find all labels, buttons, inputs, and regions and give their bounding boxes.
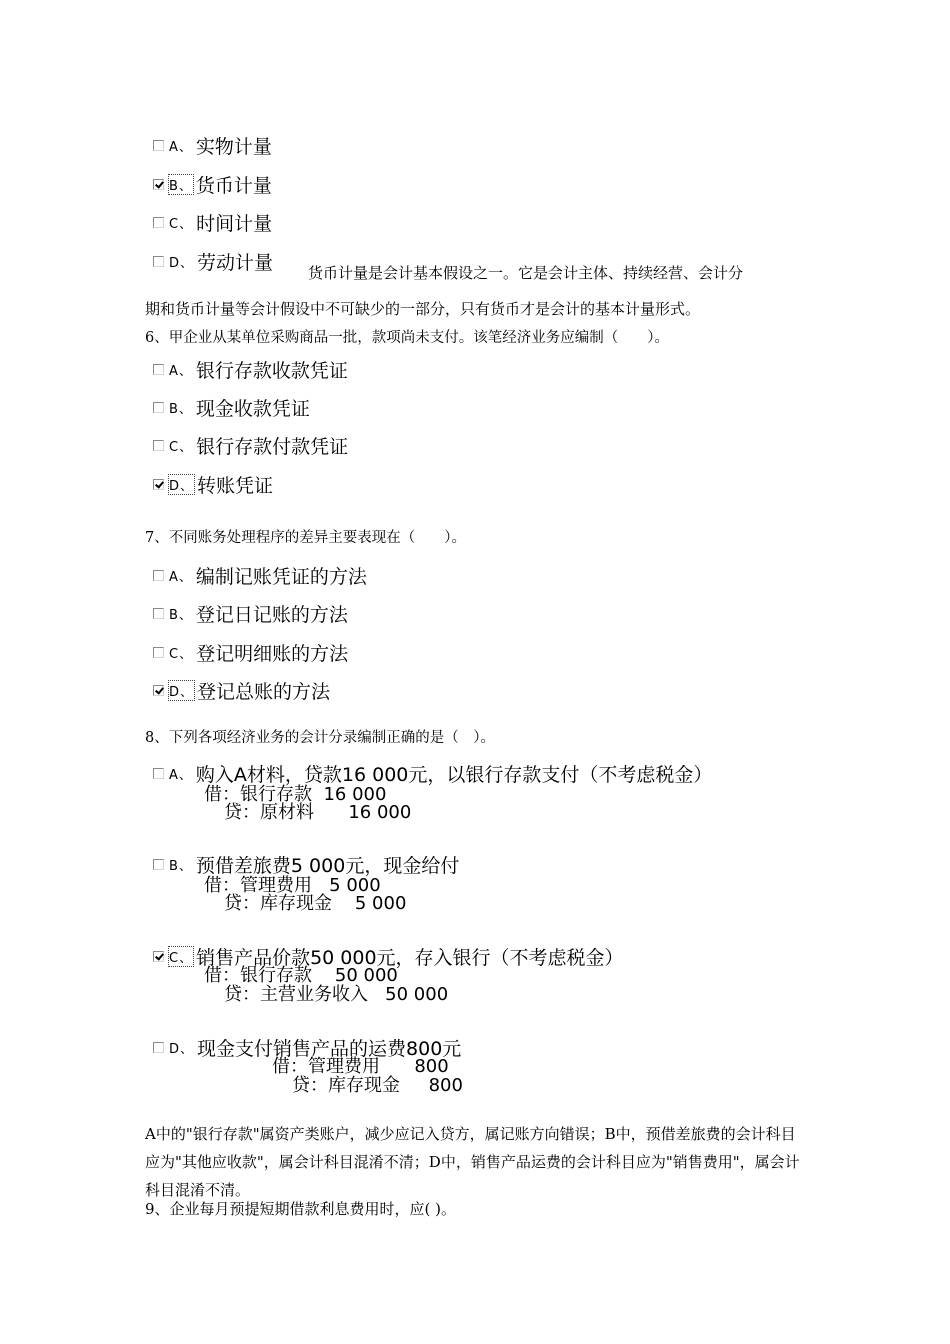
- checkbox[interactable]: [153, 768, 164, 779]
- q5-explanation-line2: 期和货币计量等会计假设中不可缺少的一部分，只有货币才是会计的基本计量形式。: [145, 300, 701, 318]
- option-text: 编制记账凭证的方法: [195, 565, 367, 588]
- option-letter: A、: [169, 363, 193, 379]
- q6-option-d[interactable]: [153, 473, 273, 495]
- option-letter: C、: [169, 947, 193, 966]
- q8-option-a[interactable]: [153, 762, 712, 784]
- option-letter: B、: [169, 175, 193, 194]
- checkbox[interactable]: [153, 647, 164, 658]
- q5-option-c[interactable]: [153, 211, 272, 233]
- checkbox-checked[interactable]: [153, 951, 164, 962]
- option-text: 登记日记账的方法: [195, 603, 348, 626]
- checkbox[interactable]: [153, 570, 164, 581]
- checkbox[interactable]: [153, 608, 164, 619]
- q9-question: 9、企业每月预提短期借款利息费用时，应( )。: [145, 1200, 457, 1218]
- q8b-debit-entry: 借：管理费用 5 000: [204, 875, 381, 896]
- q8-option-c[interactable]: [153, 945, 624, 967]
- q8a-debit-entry: 借：银行存款 16 000: [204, 784, 387, 805]
- option-letter: A、: [169, 569, 193, 585]
- option-letter: C、: [169, 216, 194, 232]
- checkbox[interactable]: [153, 364, 164, 375]
- q8-option-b[interactable]: [153, 853, 459, 875]
- checkbox-checked[interactable]: [153, 179, 164, 190]
- q7-option-d[interactable]: [153, 679, 330, 701]
- option-text: 转账凭证: [197, 474, 274, 497]
- q8a-credit-entry: 贷：原材料 16 000: [224, 802, 412, 823]
- option-letter: D、: [169, 255, 195, 271]
- option-letter: C、: [169, 439, 194, 455]
- option-text: 实物计量: [195, 135, 272, 158]
- checkbox[interactable]: [153, 859, 164, 870]
- option-text: 购入A材料，贷款16 000元，以银行存款支付（不考虑税金）: [195, 763, 713, 786]
- option-text: 预借差旅费5 000元，现金给付: [195, 854, 460, 877]
- q8b-credit-entry: 贷：库存现金 5 000: [224, 893, 407, 914]
- option-text: 销售产品价款50 000元，存入银行（不考虑税金）: [196, 946, 624, 969]
- checkbox[interactable]: [153, 140, 164, 151]
- q7-option-a[interactable]: [153, 564, 367, 586]
- checkbox[interactable]: [153, 217, 164, 228]
- checkbox[interactable]: [153, 256, 164, 267]
- q8-option-d[interactable]: [153, 1036, 461, 1058]
- option-letter: D、: [169, 1041, 195, 1057]
- q7-question: 7、不同账务处理程序的差异主要表现在（ ）。: [145, 530, 466, 546]
- option-text: 登记明细账的方法: [196, 642, 349, 665]
- q8-question: 8、下列各项经济业务的会计分录编制正确的是（ ）。: [145, 730, 495, 746]
- option-letter: C、: [169, 646, 194, 662]
- option-text: 银行存款付款凭证: [196, 435, 349, 458]
- q8d-debit-entry: 借：管理费用 800: [272, 1056, 449, 1077]
- option-text: 登记总账的方法: [197, 680, 331, 703]
- q5-option-a[interactable]: [153, 134, 272, 156]
- option-text: 时间计量: [196, 212, 273, 235]
- q5-option-b[interactable]: [153, 173, 272, 195]
- option-text: 银行存款收款凭证: [195, 359, 348, 382]
- q6-question: 6、甲企业从某单位采购商品一批，款项尚未支付。该笔经济业务应编制（ ）。: [145, 330, 669, 346]
- option-text: 货币计量: [195, 174, 272, 197]
- checkbox-checked[interactable]: [153, 479, 164, 490]
- checkbox[interactable]: [153, 1042, 164, 1053]
- option-letter: B、: [169, 401, 193, 417]
- option-text: 现金收款凭证: [195, 397, 310, 420]
- q7-option-c[interactable]: [153, 641, 348, 663]
- option-text: 劳动计量: [197, 251, 274, 274]
- option-letter: B、: [169, 858, 193, 874]
- option-letter: A、: [169, 767, 193, 783]
- q5-explanation-line1: 货币计量是会计基本假设之一。它是会计主体、持续经营、会计分: [308, 264, 744, 282]
- q8-explanation: A中的"银行存款"属资产类账户，减少应记入贷方，属记账方向错误；B中，预借差旅费的会计科目应为"其他应收款"，属会计科目混淆不清；D中，销售产品运费的会计科目应为"销售费用"，属会计科目混淆不清。: [145, 1125, 800, 1199]
- option-letter: D、: [169, 475, 194, 494]
- option-letter: D、: [169, 681, 194, 700]
- q5-option-d[interactable]: [153, 250, 273, 272]
- q7-option-b[interactable]: [153, 602, 348, 624]
- q8c-credit-entry: 贷：主营业务收入 50 000: [224, 984, 449, 1005]
- q6-option-a[interactable]: [153, 358, 348, 380]
- checkbox[interactable]: [153, 440, 164, 451]
- q6-option-b[interactable]: [153, 396, 310, 418]
- option-letter: B、: [169, 607, 193, 623]
- checkbox[interactable]: [153, 402, 164, 413]
- q6-option-c[interactable]: [153, 434, 348, 456]
- option-text: 现金支付销售产品的运费800元: [197, 1037, 462, 1060]
- q8d-credit-entry: 贷：库存现金 800: [292, 1075, 463, 1096]
- option-letter: A、: [169, 139, 193, 155]
- q8c-debit-entry: 借：银行存款 50 000: [204, 965, 398, 986]
- checkbox-checked[interactable]: [153, 685, 164, 696]
